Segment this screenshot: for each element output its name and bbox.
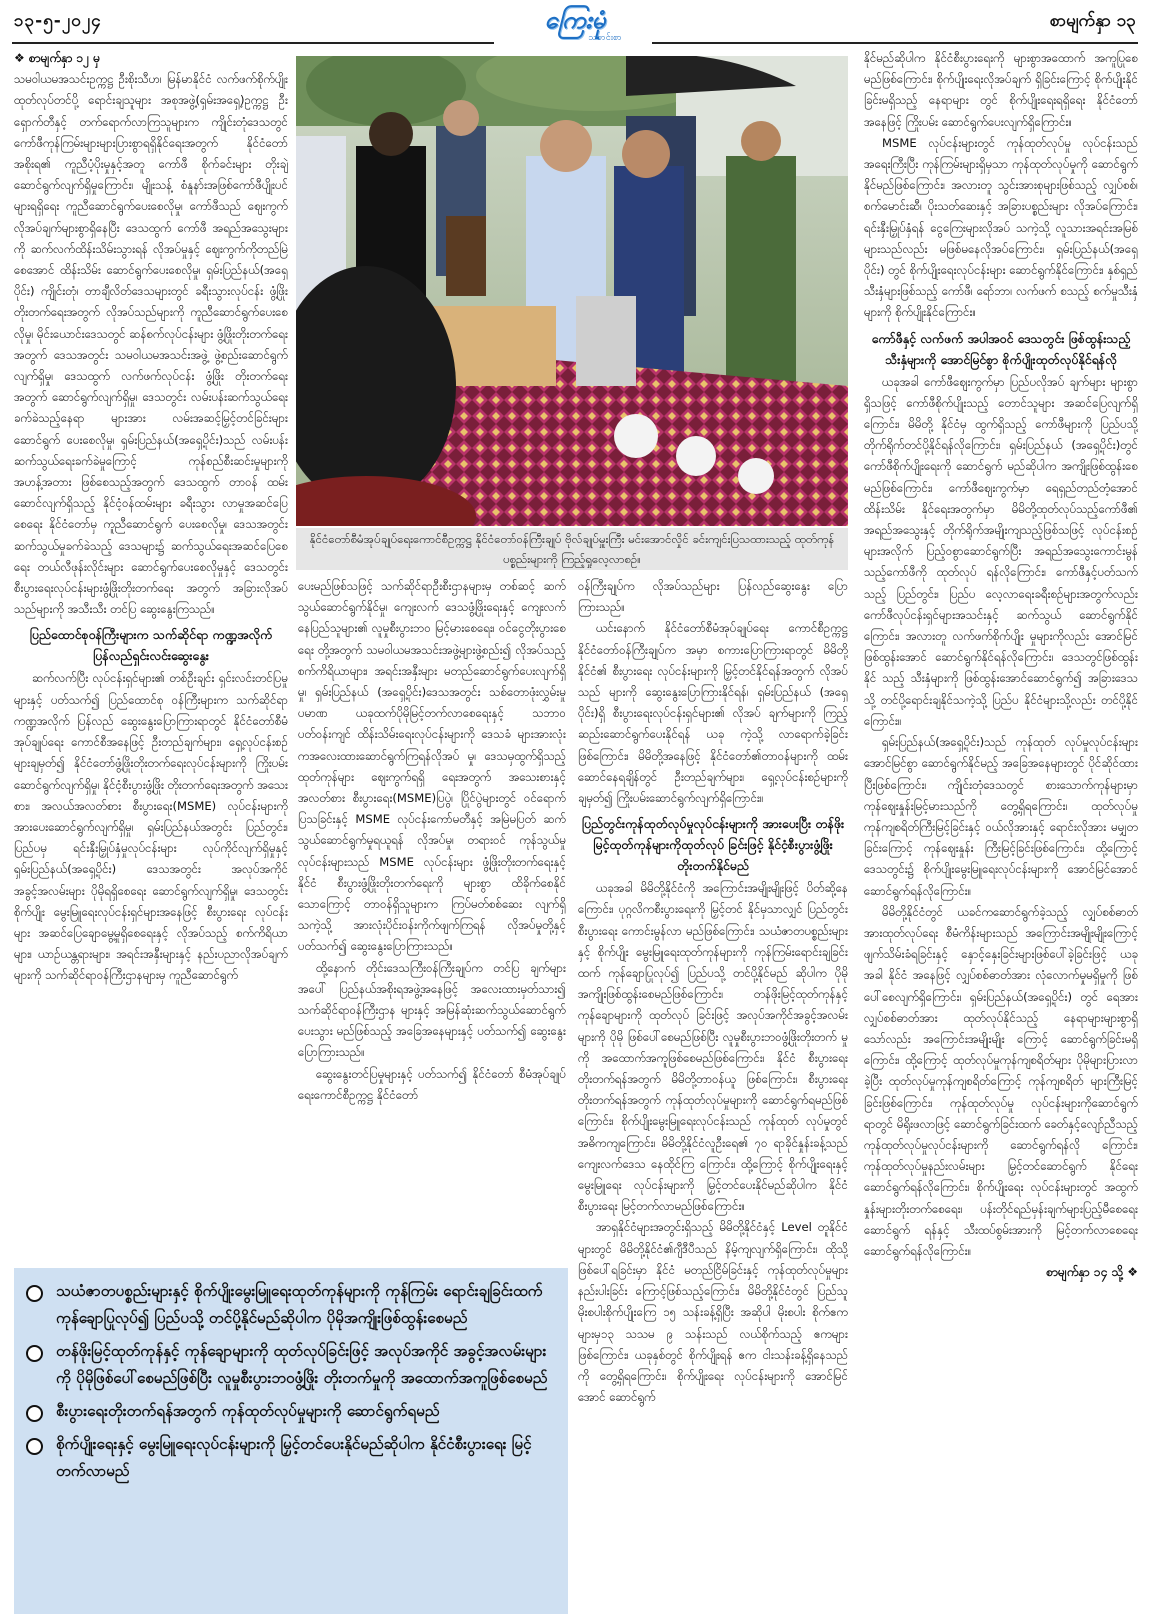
paragraph: ထို့နောက် တိုင်းဒေသကြီးဝန်ကြီးချုပ်က တင်ပြ ချက်များအပေါ် ပြည်နယ်အစိုးရအဖွဲ့အနေဖြင့် အလေးထားမှတ်သား၍ သက်ဆိုင်ရာဝန်ကြီးဌာန များနှင့် အမြန်ဆုံးဆက်သွယ်ဆောင်ရွက်ပေးသွား မည်ဖြစ်သည့် အခြေအနေများနှင့် ပတ်သက်၍ ဆွေးနွေးပြောကြားသည်။ [298, 960, 566, 1060]
article-column-1 [14, 48, 288, 1260]
article-column-3 [578, 576, 848, 1614]
page-number: စာမျက်နှာ ၁၃ [1049, 11, 1136, 31]
paragraph: ယခုအခါ မိမိတို့နိုင်ငံကို အကြောင်းအမျိုးမျိုးဖြင့် ပိတ်ဆို့နေကြောင်း၊ ပုဂ္ဂလိကစီးပွားရေးကို မြှင့်တင် နိုင်မှသာလျှင် ပြည်တွင်းစီးပွားရေး ကောင်းမွန်လာ မည်ဖြစ်ကြောင်း၊ သယံဇာတပစ္စည်းများနှင့် စိုက်ပျိုး မွေးမြူရေးထုတ်ကုန်များကို ကုန်ကြမ်းရောင်းချခြင်း ထက် ကုန်ချောပြုလုပ်၍ ပြည်ပသို့ တင်ပို့နိုင်မည် ဆိုပါက ပိုမိုအကျိုးဖြစ်ထွန်းစေမည်ဖြစ်ကြောင်း၊ တန်ဖိုးမြင့်ထုတ်ကုန်နှင့် ကုန်ချောများကို ထုတ်လုပ် ခြင်းဖြင့် အလုပ်အကိုင်အခွင့်အလမ်းများကို ပိုမို ဖြစ်ပေါ်စေမည်ဖြစ်ပြီး လူမှုစီးပွားဘဝဖွံ့ဖြိုးတိုးတက် မှုကို အထောက်အကူဖြစ်စေမည်ဖြစ်ကြောင်း၊ နိုင်ငံ စီးပွားရေးတိုးတက်ရန်အတွက် မိမိတို့တာဝန်ယူ ဖြစ်ကြောင်း၊ စီးပွားရေးတိုးတက်ရန်အတွက် ကုန်ထုတ်လုပ်မှုများကို ဆောင်ရွက်ရမည်ဖြစ် ကြောင်း၊ စိုက်ပျိုးမွေးမြူရေးလုပ်ငန်းသည် ကုန်ထုတ် လုပ်မှုတွင် အဓိကကျကြောင်း၊ မိမိတို့နိုင်ငံလူဦးရေ၏ ၇၀ ရာခိုင်နှုန်းခန့်သည် ကျေးလက်ဒေသ နေထိုင်ကြ ကြောင်း၊ ထို့ကြောင့် စိုက်ပျိုးရေးနှင့် မွေးမြူရေး လုပ်ငန်းများကို မြှင့်တင်ပေးနိုင်မည်ဆိုပါက နိုင်ငံ စီးပွားရေး မြင့်တက်လာမည်ဖြစ်ကြောင်း။ [578, 881, 848, 1214]
subheading: ပြည်တွင်းကုန်ထုတ်လုပ်မှုလုပ်ငန်းများကို အားပေးပြီး တန်ဖိုးမြင့်ထုတ်ကုန်များကိုထုတ်လုပ် ခြင်းဖြင့် နိုင်ငံ့စီးပွားဖွံ့ဖြိုးတိုးတက်နိုင်မည် [581, 816, 845, 874]
paragraph: မိမိတို့နိုင်ငံတွင် ယခင်ကဆောင်ရွက်ခဲ့သည့် လျှပ်စစ်ဓာတ်အားထုတ်လုပ်ရေး စီမံကိန်းများသည် အကြောင်းအမျိုးမျိုးကြောင့် ဖျက်သိမ်းခံရခြင်းနှင့် နှောင့်နှေးခြင်းများဖြစ်ပေါ်ခဲ့ခြင်းဖြင့် ယခုအခါ နိုင်ငံ အနေဖြင့် လျှပ်စစ်ဓာတ်အား လုံလောက်မှုမရှိမှုကို ဖြစ်ပေါ်စေလျက်ရှိကြောင်း၊ ရှမ်းပြည်နယ်(အရှေ့ပိုင်း) တွင် ရေအားလျှပ်စစ်ဓာတ်အား ထုတ်လုပ်နိုင်သည့် နေရာများများစွာရှိသော်လည်း အကြောင်းအမျိုးမျိုး ကြောင့် ဆောင်ရွက်ခြင်းမရှိကြောင်း၊ ထို့ကြောင့် ထုတ်လုပ်မှုကုန်ကျစရိတ်များ ပိုမိုများပြားလာခဲ့ပြီး ထုတ်လုပ်မှုကုန်ကျစရိတ်ကြောင့် ကုန်ကျစရိတ် များကြီးမြင့်ခြင်းဖြစ်ကြောင်း၊ ကုန်ထုတ်လုပ်မှု လုပ်ငန်းများကိုဆောင်ရွက်ရာတွင် မိရိုးဖလာဖြင့် ဆောင်ရွက်ခြင်းထက် ခေတ်နှင့်လျော်ညီသည့် ကုန်ထုတ်လုပ်မှုလုပ်ငန်းများကို ဆောင်ရွက်ရန်လို ကြောင်း၊ ကုန်ထုတ်လုပ်မှုနည်းလမ်းများ မြှင့်တင်ဆောင်ရွက် နိုင်ရေး ဆောင်ရွက်ရန်လိုကြောင်း၊ စိုက်ပျိုးရေး လုပ်ငန်းများတွင် အထွက်နှုန်းများတိုးတက်စေရေး၊ ပန်းတိုင်ရည်မှန်းချက်များပြည့်မီစေရေး ဆောင်ရွက် ရန်နှင့် သီးထပ်စွမ်းအားကို မြင့်တက်လာစေရေး ဆောင်ရွက်ရန်လိုကြောင်း။ [864, 904, 1138, 1258]
paragraph: ယခုအခါ ကော်ဖီဈေးကွက်မှာ ပြည်ပလိုအပ် ချက်များ များစွာရှိသဖြင့် ကော်ဖီစိုက်ပျိုးသည့် တောင်သူများ အဆင်ပြေလျက်ရှိကြောင်း၊ မိမိတို့ နိုင်ငံမှ ထွက်ရှိသည့် ကော်ဖီများကို ပြည်ပသို့ တိုက်ရိုက်တင်ပို့နိုင်ရန်လိုကြောင်း၊ ရှမ်းပြည်နယ် (အရှေ့ပိုင်း)တွင် ကော်ဖီစိုက်ပျိုးရေးကို ဆောင်ရွက် မည်ဆိုပါက အကျိုးဖြစ်ထွန်းစေမည်ဖြစ်ကြောင်း၊ ကော်ဖီဈေးကွက်မှာ ရေရှည်တည်တံ့အောင် ထိန်းသိမ်း နိုင်ရေးအတွက်မှာ မိမိတို့ထုတ်လုပ်သည့်ကော်ဖီ၏ အရည်အသွေးနှင့် တိုက်ရိုက်အမျိုးကျသည့်ဖြစ်သဖြင့် လုပ်ငန်းစဉ်များအလိုက် ပြည့်ဝစွာဆောင်ရွက်ပြီး အရည်အသွေးကောင်းမွန်သည့်ကော်ဖီကို ထုတ်လုပ် ရန်လိုကြောင်း၊ ကော်ဖီနှင့်ပတ်သက်သည့် ပြည်တွင်း၊ ပြည်ပ လေ့လာရေးခရီးစဉ်များအတွက်လည်း ကော်ဖီလုပ်ငန်းရှင်များအသင်းနှင့် ဆက်သွယ် ဆောင်ရွက်နိုင်ကြောင်း၊ အလားတူ လက်ဖက်စိုက်ပျိုး မှုများကိုလည်း အောင်မြင်ဖြစ်ထွန်းအောင် ဆောင်ရွက်နိုင်ရန်လိုကြောင်း၊ ဒေသတွင်ဖြစ်ထွန်းနိုင် သည့် သီးနှံများကို ဖြစ်ထွန်းအောင်ဆောင်ရွက်၍ အခြားဒေသသို့ တင်ပို့ရောင်းချနိုင်သကဲ့သို့ ပြည်ပ နိုင်ငံများသို့လည်း တင်ပို့နိုင်ကြောင်း။ [864, 374, 1138, 728]
paragraph: MSME လုပ်ငန်းများတွင် ကုန်ထုတ်လုပ်မှု လုပ်ငန်းသည် အရေးကြီးပြီး ကုန်ကြမ်းများရှိမှသာ ကုန်ထုတ်လုပ်မှုကို ဆောင်ရွက်နိုင်မည်ဖြစ်ကြောင်း၊ အလားတူ သွင်းအားစုများဖြစ်သည့် လျှပ်စစ်၊ စက်မောင်းဆီ၊ ပိုးသတ်ဆေးနှင့် အခြားပစ္စည်းများ လိုအပ်ကြောင်း၊ ရင်းနှီးမြှုပ်နှံရန် ငွေကြေးများလိုအပ် သကဲ့သို့ လူသားအရင်းအမြစ်များသည်လည်း မဖြစ်မနေလိုအပ်ကြောင်း၊ ရှမ်းပြည်နယ်(အရှေ့ပိုင်း) တွင် စိုက်ပျိုးရေးလုပ်ငန်းများ ဆောင်ရွက်နိုင်ကြောင်း၊ နှစ်ရှည်သီးနှံများဖြစ်သည့် ကော်ဖီ၊ ရော်ဘာ၊ လက်ဖက် စသည့် စက်မှုသီးနှံများကို စိုက်ပျိုးနိုင်ကြောင်း။ [864, 135, 1138, 320]
paragraph: သမဝါယမအသင်းဥက္ကဋ္ဌ ဦးစိုးသီဟ၊ မြန်မာနိုင်ငံ လက်ဖက်စိုက်ပျိုးထုတ်လုပ်တင်ပို့ ရောင်းချသူများ အစုအဖွဲ့(ရှမ်းအရှေ့)ဥက္ကဋ္ဌ ဦးရှောက်တီနှင့် တက်ရောက်လာကြသူများက ကျိုင်းတုံဒေသတွင် ကော်ဖီကုန်ကြမ်းများများပြားစွာရရှိနိုင်ရေးအတွက် နိုင်ငံတော်အစိုးရ၏ ကူညီပံ့ပိုးမှုနှင့်အတူ ကော်ဖီ စိုက်ခင်းများ တိုးချဲ့ဆောင်ရွက်လျက်ရှိမှုကြောင်း၊ မျိုးသန့် စံနူနာ်းအဖြစ်ကော်ဖီပျိုးပင်များရရှိရေး ကူညီဆောင်ရွက်ပေးစေလိုမှု၊ ကော်ဖီသည် ဈေးကွက် လိုအပ်ချက်များစွာရှိနေပြီး ဒေသထွက် ကော်ဖီ အရည်အသွေးများကို ဆက်လက်ထိန်းသိမ်းသွားရန် လိုအပ်မှုနှင့် ဈေးကွက်ကိုတည်မြဲစေအောင် ထိန်းသိမ်း ဆောင်ရွက်ပေးစေလိုမှု၊ ရှမ်းပြည်နယ်(အရှေ့ပိုင်း) ကျိုင်းတုံ၊ တာချီလိတ်ဒေသများတွင် ခရီးသွားလုပ်ငန်း ဖွံ့ဖြိုးတိုးတက်ရေးအတွက် လိုအပ်သည်များကို ကူညီဆောင်ရွက်ပေးစေလိုမှု၊ မိုင်းယောင်းဒေသတွင် ဆန်စက်လုပ်ငန်းများ ဖွံ့ဖြိုးတိုးတက်ရေးအတွက် ဒေသအတွင်း သမဝါယမအသင်းအဖွဲ့ ဖွဲ့စည်းဆောင်ရွက်လျက်ရှိမှု၊ ဒေသထွက် လက်ဖက်လုပ်ငန်း ဖွံ့ဖြိုး တိုးတက်ရေးအတွက် ဆောင်ရွက်လျက်ရှိမှု၊ ဒေသတွင်း လမ်းပန်းဆက်သွယ်ရေး ခက်ခဲသည့်နေရာ များအား လမ်းအဆင့်မြှင့်တင်ခြင်းများ ဆောင်ရွက် ပေးစေလိုမှု၊ ရှမ်းပြည်နယ်(အရှေ့ပိုင်း)သည် လမ်းပန်း ဆက်သွယ်ရေးခက်ခဲမှုကြောင့် ကုန်စည်စီးဆင်းမှုများကို အဟန့်အတား ဖြစ်စေသည့်အတွက် ဒေသထွက် တာဝန် ထမ်းဆောင်လျက်ရှိသည့် နိုင်ငံ့ဝန်ထမ်းများ ခရီးသွား လာမှုအဆင်ပြေစေရေး နိုင်ငံတော်မှ ကူညီဆောင်ရွက် ပေးစေလိုမှု၊ ဒေသအတွင်း ဆက်သွယ်မှုခက်ခဲသည့် ဒေသများ၌ ဆက်သွယ်ရေးအဆင်ပြေစေရေး တယ်လီဖုန်းလိုင်းများ ဆောင်ရွက်ပေးစေလိုမှုနှင့် ဒေသတွင်း စီးပွားရေးလုပ်ငန်းများဖွံ့ဖြိုးတိုးတက်ရေး အတွက် အခြားလိုအပ်သည်များကို အသီးသီး တင်ပြ ဆွေးနွေးကြသည်။ [14, 72, 288, 617]
paragraph: ယင်းနောက် နိုင်ငံတော်စီမံအုပ်ချုပ်ရေး ကောင်စီဥက္ကဋ္ဌ နိုင်ငံတော်ဝန်ကြီးချုပ်က အမှာ စကားပြောကြားရာတွင် မိမိတို့နိုင်ငံ၏ စီးပွားရေး လုပ်ငန်းများကို မြှင့်တင်နိုင်ရန်အတွက် လိုအပ်သည် များကို ဆွေးနွေးပြောကြားနိုင်ရန်၊ ရှမ်းပြည်နယ် (အရှေ့ပိုင်း)ရှိ စီးပွားရေးလုပ်ငန်းရှင်များ၏ လိုအပ် ချက်များကို ကြည့်ဆည်းဆောင်ရွက်ပေးနိုင်ရန် ယခု ကဲ့သို့ လာရောက်ခဲ့ခြင်းဖြစ်ကြောင်း၊ မိမိတို့အနေဖြင့် နိုင်ငံတော်၏တာဝန်များကို ထမ်းဆောင်နေရချိန်တွင် ဦးတည်ချက်များ၊ ရှေ့လုပ်ငန်းစဉ်များကိုချမှတ်၍ ကြိုးပမ်းဆောင်ရွက်လျက်ရှိကြောင်း။ [578, 621, 848, 806]
header-rule-left [12, 42, 494, 44]
highlight-item [26, 1278, 554, 1332]
highlights-box [14, 1268, 568, 1614]
issue-date: ၁၃-၅-၂၀၂၄ [14, 11, 102, 31]
photo-caption: နိုင်ငံတော်စီမံအုပ်ချုပ်ရေးကောင်စီဥက္ကဋ္ဌ နိုင်ငံတော်ဝန်ကြီးချုပ် ဗိုလ်ချုပ်မှူးကြီး မင်းအောင်လှိုင် ခင်းကျင်းပြသထားသည့် ထုတ်ကုန်ပစ္စည်းများကို ကြည့်ရှုလေ့လာစဉ်။ [296, 528, 848, 570]
bullet-circle-icon [26, 1405, 43, 1422]
paragraph: ဆက်လက်ပြီး လုပ်ငန်းရှင်များ၏ တစ်ဦးချင်း ရှင်းလင်းတင်ပြမှုများနှင့် ပတ်သက်၍ ပြည်ထောင်စု ဝန်ကြီးများက သက်ဆိုင်ရာကဏ္ဍအလိုက် ပြန်လည် ဆွေးနွေးပြောကြားရာတွင် နိုင်ငံတော်စီမံအုပ်ချုပ်ရေး ကောင်စီအနေဖြင့် ဦးတည်ချက်များ၊ ရှေ့လုပ်ငန်းစဉ် များချမှတ်၍ နိုင်ငံတော်ဖွံ့ဖြိုးတိုးတက်ရေးလုပ်ငန်းများကို ကြိုးပမ်းဆောင်ရွက်လျက်ရှိမှု၊ နိုင်ငံ့စီးပွားဖွံ့ဖြိုး တိုးတက်ရေးအတွက် အသေးစား၊ အလယ်အလတ်စား စီးပွားရေး(MSME) လုပ်ငန်းများကို အားပေးဆောင်ရွက်လျက်ရှိမှု၊ ရှမ်းပြည်နယ်အတွင်း ပြည်တွင်း၊ ပြည်ပမှ ရင်းနှီးမြှုပ်နှံမှုလုပ်ငန်းများ လုပ်ကိုင်လျက်ရှိမှုနှင့် ရှမ်းပြည်နယ်(အရှေ့ပိုင်း) ဒေသအတွင်း အလုပ်အကိုင်အခွင့်အလမ်းများ ပိုမိုရရှိစေရေး ဆောင်ရွက်လျက်ရှိမှု၊ ဒေသတွင်း စိုက်ပျိုး မွေးမြူရေးလုပ်ငန်းရှင်များအနေဖြင့် စီးပွားရေး လုပ်ငန်းများ အဆင်ပြေချောမွေ့မှုရှိစေရေးနှင့် လိုအပ်သည့် စက်ကိရိယာများ၊ ယာဉ်ယန္တရားများ၊ အရင်းအနှီးများနှင့် နည်းပညာလိုအပ်ချက်များကို သက်ဆိုင်ရာဝန်ကြီးဌာနများမှ ကူညီဆောင်ရွက် [14, 671, 288, 983]
logo-text: ကြေးမုံ [544, 6, 606, 34]
highlight-text: စီးပွားရေးတိုးတက်ရန်အတွက် ကုန်ထုတ်လုပ်မှုများကို ဆောင်ရွက်ရမည် [56, 1402, 440, 1420]
news-photo [296, 56, 848, 526]
subheading: ကော်ဖီနှင့် လက်ဖက် အပါအဝင် ဒေသတွင်း ဖြစ်ထွန်းသည့်သီးနှံများကို အောင်မြင်စွာ စိုက်ပျိုးထုတ်လုပ်နိုင်ရန်လို [871, 330, 1131, 367]
paragraph: နိုင်မည်ဆိုပါက နိုင်ငံစီးပွားရေးကို များစွာအထောက် အကူပြုစေမည်ဖြစ်ကြောင်း၊ စိုက်ပျိုးရေးလိုအပ်ချက် ရှိခြင်းကြောင့် စိုက်ပျိုးနိုင်ခြင်းမရှိသည့် နေရာများ တွင် စိုက်ပျိုးရေးရရှိရေး နိုင်ငံတော်အနေဖြင့် ကြိုးပမ်း ဆောင်ရွက်ပေးလျက်ရှိကြောင်း။ [864, 51, 1138, 129]
continued-to-ref: စာမျက်နှာ ၁၄ သို့ ❖ [1046, 1265, 1138, 1280]
highlight-text: တန်ဖိုးမြင့်ထုတ်ကုန်နှင့် ကုန်ချောများကို ထုတ်လုပ်ခြင်းဖြင့် အလုပ်အကိုင် အခွင့်အလမ်းများကို ပိုမိုဖြစ်ပေါ်စေမည်ဖြစ်ပြီး လူမှုစီးပွားဘဝဖွံ့ဖြိုး တိုးတက်မှုကို အထောက်အကူဖြစ်စေမည် [56, 1342, 548, 1387]
highlight-item [26, 1338, 554, 1392]
paragraph: ဝန်ကြီးချုပ်က လိုအပ်သည်များ ပြန်လည်ဆွေးနွေး ပြောကြားသည်။ [578, 579, 848, 615]
header-rule-right [652, 42, 1138, 44]
logo-subtext: သတင်းစာ [588, 33, 622, 43]
paragraph: ရှမ်းပြည်နယ်(အရှေ့ပိုင်း)သည် ကုန်ထုတ် လုပ်မှုလုပ်ငန်းများ အောင်မြင်စွာ ဆောင်ရွက်နိုင်မည့် အခြေအနေများတွင် ပိုင်ဆိုင်ထားပြီးဖြစ်ကြောင်း၊ ကျိုင်းတုံဒေသတွင် စားသောက်ကုန်များမှာ ကုန်ဈေးနှုန်းမြင့်မားသည်ကို တွေ့ရှိရကြောင်း၊ ထုတ်လုပ်မှုကုန်ကျစရိတ်ကြီးမြင့်ခြင်းနှင့် ဝယ်လိုအားနှင့် ရောင်းလိုအား မမျှတခြင်းကြောင့် ကုန်ဈေးနှုန်း ကြီးမြင့်ခြင်းဖြစ်ကြောင်း၊ ထို့ကြောင့် ဒေသတွင်း၌ စိုက်ပျိုးမွေးမြူရေးလုပ်ငန်းများကို အောင်မြင်အောင် ဆောင်ရွက်ရန်လိုကြောင်း။ [864, 735, 1138, 898]
bullet-circle-icon [26, 1285, 43, 1302]
paragraph: ဆွေးနွေးတင်ပြမှုများနှင့် ပတ်သက်၍ နိုင်ငံတော် စီမံအုပ်ချုပ်ရေးကောင်စီဥက္ကဋ္ဌ နိုင်ငံတော် [298, 1066, 566, 1102]
newspaper-logo [505, 6, 645, 46]
highlight-text: သယံဇာတပစ္စည်းများနှင့် စိုက်ပျိုးမွေးမြူရေးထုတ်ကုန်များကို ကုန်ကြမ်း ရောင်းချခြင်းထက် ကုန်ချောပြုလုပ်၍ ပြည်ပသို့ တင်ပို့နိုင်မည်ဆိုပါက ပိုမိုအကျိုးဖြစ်ထွန်းစေမည် [56, 1282, 543, 1327]
paragraph: အာရှနိုင်ငံများအတွင်းရှိသည့် မိမိတို့နိုင်ငံနှင့် Level တူနိုင်ငံများတွင် မိမိတို့နိုင်ငံ၏ဂျီဒီပီသည် နိမ့်ကျလျက်ရှိကြောင်း၊ ထိုသို့ဖြစ်ပေါ်ရခြင်းမှာ နိုင်ငံ မတည်ငြိမ်ခြင်းနှင့် ကုန်ထုတ်လုပ်မှုများနည်းပါးခြင်း ကြောင့်ဖြစ်သည့်ကြောင်း၊ မိမိတို့နိုင်ငံတွင် ပြည်သူ မိုးစပါးစိုက်ပျိုးကြေ ၁၅ သန်းခန့်ရှိပြီး အဆိုပါ မိုးစပါး စိုက်ဧကများမှ၁၃ သသမ ၉ သန်းသည် လယ်စိုက်သည့် ဧကများဖြစ်ကြောင်း၊ ယခုနှစ်တွင် စိုက်ပျိုးရန် ဧက ငါးသန်းခန့်ရှိနေသည်ကို တွေ့ရှိရကြောင်း၊ စိုက်ပျိုးရေး လုပ်ငန်းများကို အောင်မြင်အောင် ဆောင်ရွက် [578, 1220, 848, 1405]
article-column-4 [864, 48, 1138, 1614]
bullet-circle-icon [26, 1438, 43, 1455]
highlight-item [26, 1431, 554, 1485]
bullet-circle-icon [26, 1345, 43, 1362]
subheading: ပြည်ထောင်စုဝန်ကြီးများက သက်ဆိုင်ရာ ကဏ္ဍအလိုက် ပြန်လည်ရှင်းလင်းဆွေးနွေး [29, 627, 273, 664]
paragraph: ပေးမည်ဖြစ်သဖြင့် သက်ဆိုင်ရာဦးစီးဌာနများမှ တစ်ဆင့် ဆက်သွယ်ဆောင်ရွက်နိုင်မှု၊ ကျေးလက် ဒေသဖွံ့ဖြိုးရေးနှင့် ကျေးလက်နေပြည်သူများ၏ လူမှုစီးပွားဘဝ မြင့်မားစေရေး၊ ဝင်ငွေတိုးပွားစေရေး တို့အတွက် သမဝါယမအသင်းအဖွဲ့များဖွဲ့စည်း၍ လိုအပ်သည့် စက်ကိရိယာများ၊ အရင်းအနှီးများ မတည်ဆောင်ရွက်ပေးလျက်ရှိမှု၊ ရှမ်းပြည်နယ် (အရှေ့ပိုင်း)ဒေသအတွင်း သစ်တောဖုံးလွှမ်းမှုပမာဏ ယခုထက်ပိုမိုမြင့်တက်လာစေရေးနှင့် သဘာဝ ပတ်ဝန်းကျင် ထိန်းသိမ်းရေးလုပ်ငန်းများကို ဒေသခံ များအားလုံးကအလေးထားဆောင်ရွက်ကြရန်လိုအပ် မှု၊ ဒေသမှထွက်ရှိသည့်ထုတ်ကုန်များ ဈေးကွက်ရရှိ ရေးအတွက် အသေးစားနှင့် အလတ်စား စီးပွားရေး(MSME)ပြပွဲ၊ ပြိုင်ပွဲများတွင် ဝင်ရောက် ပြသခြင်းနှင့် MSME လုပ်ငန်းကော်မတီနှင့် အမြဲမပြတ် ဆက်သွယ်ဆောင်ရွက်မှုရယူရန် လိုအပ်မှု၊ တရားဝင် ကုန်သွယ်မှုလုပ်ငန်းများသည် MSME လုပ်ငန်းများ ဖွံ့ဖြိုးတိုးတက်ရေးနှင့် နိုင်ငံ စီးပွားဖွံ့ဖြိုးတိုးတက်ရေးကို များစွာ ထိခိုက်စေနိုင် သောကြောင့် တာဝန်ရှိသူများက ကြပ်မတ်စစ်ဆေး လျက်ရှိသကဲ့သို့ အားလုံးပိုင်းဝန်းကိုက်ဖျက်ကြရန် လိုအပ်မှုတို့နှင့် ပတ်သက်၍ ဆွေးနွေးပြောကြားသည်။ [298, 579, 566, 954]
highlight-item [26, 1398, 554, 1425]
continued-from-ref: ❖ စာမျက်နှာ ၁၂ မှ [14, 51, 101, 65]
article-column-2 [298, 576, 566, 1260]
highlight-text: စိုက်ပျိုးရေးနှင့် မွေးမြူရေးလုပ်ငန်းများကို မြှင့်တင်ပေးနိုင်မည်ဆိုပါက နိုင်ငံစီးပွားရေး မြင့်တက်လာမည် [56, 1435, 532, 1480]
photo-illustration [296, 56, 848, 526]
